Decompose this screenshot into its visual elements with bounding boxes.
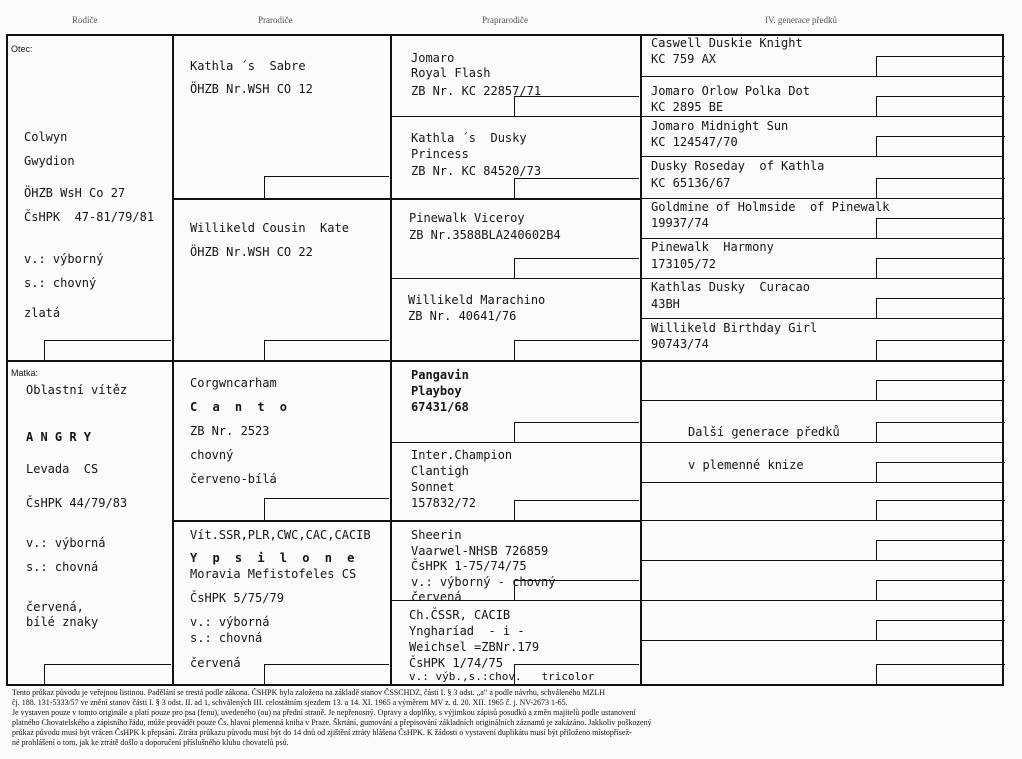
fourth-gen-7-name: Kathlas Dusky Curacao: [651, 280, 810, 294]
notation-box: [44, 664, 171, 685]
footer-line: čj. 188. 131-5333/57 ve znění stanov části I. § 3 odst. II. ad 1, schválených III. celostátním sjezdem 13. a 14. XI. 1965 a výměrem MV z. d. 20. XII. 1965 č. j. NV-2673 1-65.: [12, 698, 568, 707]
grandparent-mm-breeding: s.: chovná: [190, 631, 263, 645]
gg8-line3: Weichsel =ZBNr.179: [409, 640, 540, 654]
mother-color-line2: bílé znaky: [26, 615, 99, 629]
notation-box: [876, 218, 1005, 239]
mother-breeding: s.: chovná: [26, 560, 99, 574]
grandparent-fm-name: Willikeld Cousin Kate: [190, 221, 349, 235]
notation-box: [876, 580, 1005, 601]
gg8-line2: Yngharíad - i -: [409, 624, 525, 638]
grandparent-mf-name: C a n t o: [190, 400, 292, 414]
grandparent-ff-name: Kathla ´s Sabre: [190, 59, 306, 73]
column-header-great-grandparents: Praprarodiče: [482, 15, 528, 25]
mother-studbook: ČsHPK 44/79/83: [26, 496, 128, 510]
notation-box: [876, 178, 1005, 199]
fourth-gen-8-name: Willikeld Birthday Girl: [651, 321, 818, 335]
grandparent-mm-studbook: ČsHPK 5/75/79: [190, 591, 284, 605]
notation-box: [514, 178, 639, 199]
grandparent-mm-color: červená: [190, 656, 241, 670]
gg2-line1: Kathla ´s Dusky: [411, 131, 527, 145]
notation-box: [514, 422, 639, 443]
grandparent-mm-appearance: v.: výborná: [190, 615, 270, 629]
grandparent-mf-kennel: Corgwncarham: [190, 376, 277, 390]
column-header-parents: Rodiče: [72, 15, 98, 25]
grandparent-fm-reg: ÖHZB Nr.WSH CO 22: [190, 245, 313, 259]
gg2-line3: ZB Nr. KC 84520/73: [411, 164, 542, 178]
fourth-gen-8-reg: 90743/74: [651, 337, 709, 351]
fourth-gen-3-name: Jomaro Midnight Sun: [651, 119, 789, 133]
father-breeding: s.: chovný: [24, 276, 97, 290]
notation-box: [876, 540, 1005, 561]
mother-name: A N G R Y: [26, 430, 92, 444]
notation-box: [514, 96, 639, 117]
notation-box: [264, 176, 389, 199]
footer-line: Je vystaven pouze v tomto originále a platí pouze pro psa (fenu), uvedeného (ou) na přední straně. Je nepřenosný. Opravy a doplňky, s výjimkou zápisů posudků a změn majitelů podle ustanovení: [12, 708, 636, 717]
grandparent-mf-breeding: chovný: [190, 448, 234, 462]
footer-line: né prohlášení o tom, jak ke ztrátě došlo a doporučení příslušného klubu chovatelů psů.: [12, 738, 289, 747]
notation-box: [264, 340, 389, 361]
gg7-line3: ČsHPK 1-75/74/75: [411, 559, 527, 573]
notation-box: [44, 340, 171, 361]
notation-box: [876, 298, 1005, 319]
fourth-gen-4-reg: KC 65136/67: [651, 176, 731, 190]
gg7-line2: Vaarwel-NHSB 726859: [411, 544, 549, 558]
notation-box: [876, 500, 1005, 521]
footer-line: platného Chovatelského a zápisního řádu, může provádět pouze Čs. hlavní plemenná kniha v Praze. Škrtání, gumování a přepisování základních originálních záznamů je zakázáno. Jakkoliv poškozený: [12, 718, 652, 727]
notation-box: [264, 664, 389, 685]
column-header-fourth-generation: IV. generace předků: [765, 15, 838, 25]
father-color: zlatá: [24, 306, 61, 320]
gg7-line1: Sheerin: [411, 528, 462, 542]
notation-box: [876, 422, 1005, 443]
grandparent-ff-reg: ÖHZB Nr.WSH CO 12: [190, 82, 313, 96]
gg8-line5: v.: výb.,s.:chov. tricolor: [409, 670, 595, 683]
gg4-line2: ZB Nr. 40641/76: [408, 309, 517, 323]
father-registration: ÖHZB WsH Co 27: [24, 186, 126, 200]
gg6-line1: Inter.Champion: [411, 448, 513, 462]
gg5-line3: 67431/68: [411, 400, 469, 414]
fourth-gen-2-reg: KC 2895 BE: [651, 100, 724, 114]
mother-appearance: v.: výborná: [26, 536, 106, 550]
fourth-gen-4-name: Dusky Roseday of Kathla: [651, 159, 825, 173]
notation-box: [514, 340, 639, 361]
father-appearance: v.: výborný: [24, 252, 104, 266]
gg8-line1: Ch.ČSSR, CACIB: [409, 608, 511, 622]
father-name-line1: Colwyn: [24, 130, 68, 144]
legal-footer: [12, 688, 1012, 748]
gg1-line3: ZB Nr. KC 22857/71: [411, 84, 542, 98]
grandparent-mm-kennel: Moravia Mefistofeles CS: [190, 567, 357, 581]
notation-box: [264, 498, 389, 521]
further-generations-note-line1: Další generace předků: [688, 425, 840, 439]
gg6-line2: Clantigh: [411, 464, 469, 478]
father-studbook: ČsHPK 47-81/79/81: [24, 210, 155, 224]
notation-box: [876, 56, 1005, 77]
fourth-gen-6-reg: 173105/72: [651, 257, 717, 271]
mother-kennel: Levada CS: [26, 462, 99, 476]
notation-box: [514, 500, 639, 521]
mother-title: Oblastní vítěz: [26, 383, 128, 397]
gg6-line3: Sonnet: [411, 480, 455, 494]
notation-box: [876, 136, 1005, 157]
gg4-line1: Willikeld Marachino: [408, 293, 546, 307]
notation-box: [876, 258, 1005, 279]
footer-line: průkaz původu musí být vrácen ČsHPK k přepsání. Ztráta průkazu původu musí být do 14 dnů od zjištění ztráty hlášena ČsHPK. K žádosti o vystavení duplikátu musí být přiloženo místopřísež-: [12, 728, 632, 737]
mother-color-line1: červená,: [26, 600, 84, 614]
fourth-gen-7-reg: 43BH: [651, 297, 680, 311]
column-header-row: [0, 0, 1022, 34]
further-generations-note-line2: v plemenné knize: [688, 458, 804, 472]
gg5-line2: Playboy: [411, 384, 462, 398]
gg3-line1: Pinewalk Viceroy: [409, 211, 525, 225]
father-label: Otec:: [11, 44, 33, 54]
gg5-line1: Pangavin: [411, 368, 469, 382]
grandparent-mm-titles: Vít.SSR,PLR,CWC,CAC,CACIB: [190, 528, 371, 542]
gg2-line2: Princess: [411, 147, 469, 161]
notation-box: [876, 462, 1005, 483]
father-name-line2: Gwydion: [24, 154, 75, 168]
fourth-gen-5-reg: 19937/74: [651, 216, 709, 230]
gg1-line2: Royal Flash: [411, 66, 491, 80]
fourth-gen-6-name: Pinewalk Harmony: [651, 240, 774, 254]
notation-box: [876, 380, 1005, 401]
fourth-gen-3-reg: KC 124547/70: [651, 135, 738, 149]
notation-box: [514, 258, 639, 279]
footer-line: Tento průkaz původu je veřejnou listinou. Padělání se trestá podle zákona. ČSHPK byla založena na základě stanov ČSSCHDZ, části I. § 3 odst. „a“ a podle návrhu, schváleného MZLH: [12, 688, 606, 697]
notation-box: [876, 96, 1005, 117]
gg8-line4: ČsHPK 1/74/75: [409, 656, 503, 670]
gg3-line2: ZB Nr.3588BLA240602B4: [409, 228, 561, 242]
grandparent-mf-reg: ZB Nr. 2523: [190, 424, 270, 438]
mother-label: Matka:: [11, 368, 39, 378]
grandparent-mm-name: Y p s i l o n e: [190, 551, 359, 565]
gg7-line4: v.: výborný - chovný: [411, 575, 556, 589]
gg1-line1: Jomaro: [411, 51, 455, 65]
fourth-gen-1-name: Caswell Duskie Knight: [651, 36, 803, 50]
gg6-line4: 157832/72: [411, 496, 477, 510]
fourth-gen-1-reg: KC 759 AX: [651, 52, 717, 66]
column-header-grandparents: Prarodiče: [258, 15, 293, 25]
fourth-gen-2-name: Jomaro Orlow Polka Dot: [651, 84, 810, 98]
notation-box: [876, 664, 1005, 685]
fourth-gen-5-name: Goldmine of Holmside of Pinewalk: [651, 200, 890, 214]
notation-box: [876, 620, 1005, 641]
gg7-line5: červená: [411, 590, 462, 604]
grandparent-mf-color: červeno-bílá: [190, 472, 277, 486]
notation-box: [876, 340, 1005, 361]
